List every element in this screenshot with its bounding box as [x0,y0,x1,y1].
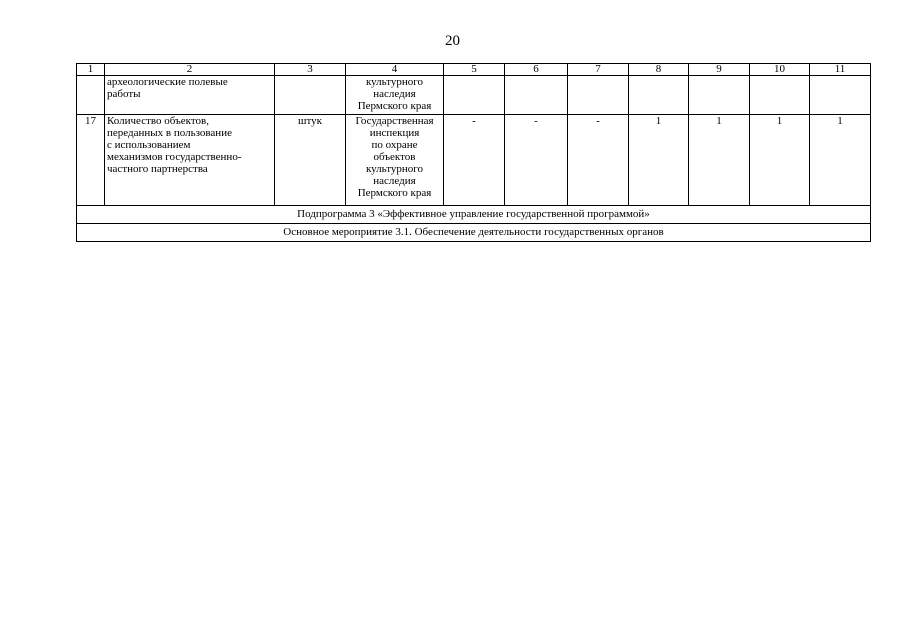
unit-cell [275,76,346,115]
value-cell: 1 [750,115,810,206]
table-row [77,115,871,206]
subprogram-title: Подпрограмма 3 «Эффективное управление государственной программой» [77,206,871,224]
value-cell [629,76,689,115]
column-number-header: 1 [77,64,105,76]
value-cell [568,76,629,115]
indicator-table [76,63,871,242]
column-number-header: 4 [346,64,444,76]
value-cell: - [568,115,629,206]
column-number-header: 7 [568,64,629,76]
subprogram-row [77,206,871,224]
value-cell: 1 [810,115,871,206]
column-number-header: 3 [275,64,346,76]
indicator-name-cell: археологические полевые работы [105,76,275,115]
row-number-cell: 17 [77,115,105,206]
column-number-header: 11 [810,64,871,76]
value-cell: - [444,115,505,206]
main-event-row [77,224,871,242]
column-number-header: 6 [505,64,568,76]
executor-cell: Государственная инспекция по охране объектов культурного наследия Пермского края [346,115,444,206]
value-cell [689,76,750,115]
value-cell [444,76,505,115]
value-cell [810,76,871,115]
row-number-cell [77,76,105,115]
value-cell: 1 [629,115,689,206]
unit-cell: штук [275,115,346,206]
column-number-header: 2 [105,64,275,76]
executor-cell: культурного наследия Пермского края [346,76,444,115]
table-row [77,76,871,115]
main-event-title: Основное мероприятие 3.1. Обеспечение деятельности государственных органов [77,224,871,242]
table-header-row [77,64,871,76]
column-number-header: 5 [444,64,505,76]
column-number-header: 9 [689,64,750,76]
value-cell: - [505,115,568,206]
value-cell: 1 [689,115,750,206]
page-number: 20 [445,33,460,49]
column-number-header: 8 [629,64,689,76]
value-cell [505,76,568,115]
value-cell [750,76,810,115]
column-number-header: 10 [750,64,810,76]
indicator-name-cell: Количество объектов, переданных в пользование с использованием механизмов государственно- частного партнерства [105,115,275,206]
